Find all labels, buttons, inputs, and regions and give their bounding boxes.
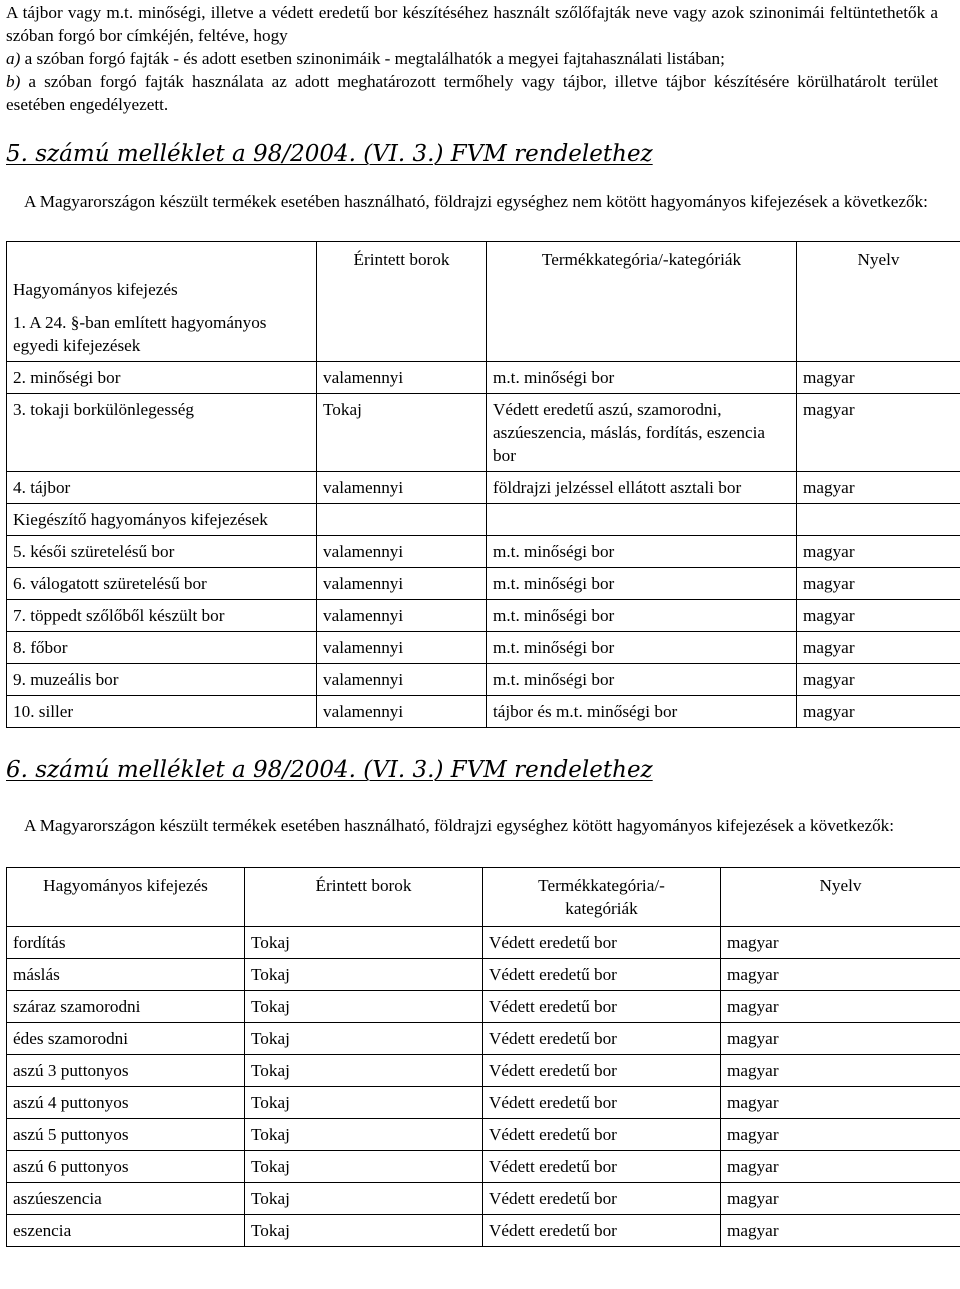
category-cell: m.t. minőségi bor (487, 632, 797, 664)
item-b-label: b) (6, 72, 21, 91)
table-row (7, 664, 960, 696)
annex5-header-lang: Nyelv (797, 242, 960, 362)
table-row (7, 568, 960, 600)
table-row (7, 696, 960, 728)
table-row (7, 600, 960, 632)
document-page (6, 0, 938, 1247)
lang-cell: magyar (797, 362, 960, 394)
term-cell: 2. minőségi bor (7, 362, 317, 394)
category-cell: Védett eredetű bor (483, 1087, 721, 1119)
annex5-section-label: Kiegészítő hagyományos kifejezések (7, 504, 317, 536)
wine-cell: Tokaj (317, 394, 487, 472)
wine-cell: valamennyi (317, 632, 487, 664)
annex6-header-term: Hagyományos kifejezés (7, 868, 245, 927)
category-cell: m.t. minőségi bor (487, 664, 797, 696)
term-cell: máslás (7, 959, 245, 991)
wine-cell: valamennyi (317, 600, 487, 632)
table-row (7, 1055, 960, 1087)
annex5-header-wine: Érintett borok (317, 242, 487, 362)
category-cell: Védett eredetű bor (483, 1215, 721, 1247)
term-cell: 10. siller (7, 696, 317, 728)
table-row (7, 362, 960, 394)
category-cell: Védett eredetű aszú, szamorodni, aszúeszencia, máslás, fordítás, eszencia bor (487, 394, 797, 472)
term-cell: 8. főbor (7, 632, 317, 664)
lang-cell: magyar (721, 1055, 960, 1087)
category-cell: Védett eredetű bor (483, 1055, 721, 1087)
wine-cell: Tokaj (245, 1215, 483, 1247)
lang-cell: magyar (721, 1151, 960, 1183)
term-cell: 3. tokaji borkülönlegesség (7, 394, 317, 472)
table-row (7, 394, 960, 472)
lang-cell: magyar (797, 568, 960, 600)
lang-cell: magyar (797, 394, 960, 472)
term-cell: aszúeszencia (7, 1183, 245, 1215)
table-row (7, 1087, 960, 1119)
annex6-paragraph: A Magyarországon készült termékek esetében használható, földrajzi egységhez kötött hagyományos kifejezések a következők: (24, 816, 895, 835)
annex5-header-category: Termékkategória/-kategóriák (487, 242, 797, 362)
intro-item-a (6, 47, 938, 70)
wine-cell: valamennyi (317, 568, 487, 600)
table-row (7, 1215, 960, 1247)
category-cell: m.t. minőségi bor (487, 362, 797, 394)
category-cell: m.t. minőségi bor (487, 536, 797, 568)
item-b-text: a szóban forgó fajták használata az adott meghatározott termőhely vagy tájbor, illetve tájbor készítésére körülhatárolt terület esetében engedélyezett. (6, 72, 939, 114)
annex6-title: 6. számú melléklet a 98/2004. (VI. 3.) FVM rendelethez (6, 757, 653, 783)
annex5-title: 5. számú melléklet a 98/2004. (VI. 3.) FVM rendelethez (6, 141, 653, 167)
category-cell: Védett eredetű bor (483, 1023, 721, 1055)
wine-cell: Tokaj (245, 1055, 483, 1087)
category-cell: Védett eredetű bor (483, 1183, 721, 1215)
lang-cell: magyar (721, 1183, 960, 1215)
annex5-rows-a (7, 362, 960, 504)
wine-cell: valamennyi (317, 664, 487, 696)
annex5-row1-label: 1. A 24. §-ban említett hagyományos egyedi kifejezések (13, 313, 267, 355)
term-cell: édes szamorodni (7, 1023, 245, 1055)
table-row (7, 632, 960, 664)
wine-cell: Tokaj (245, 959, 483, 991)
table-row (7, 1119, 960, 1151)
term-cell: eszencia (7, 1215, 245, 1247)
term-cell: aszú 3 puttonyos (7, 1055, 245, 1087)
annex6-header-category: Termékkategória/-kategóriák (483, 868, 721, 927)
item-a-text: a szóban forgó fajták - és adott esetben szinonimáik - megtalálhatók a megyei fajtahasználati listában; (24, 49, 725, 68)
annex5-paragraph: A Magyarországon készült termékek esetében használható, földrajzi egységhez nem kötött hagyományos kifejezések a következők: (24, 192, 928, 211)
table-row (7, 991, 960, 1023)
category-cell: Védett eredetű bor (483, 1119, 721, 1151)
item-a-label: a) (6, 49, 21, 68)
lang-cell: magyar (721, 991, 960, 1023)
annex6-header-row (7, 868, 960, 927)
table-row (7, 927, 960, 959)
category-cell: Védett eredetű bor (483, 959, 721, 991)
table-row (7, 1183, 960, 1215)
lang-cell: magyar (797, 664, 960, 696)
annex6-header-lang: Nyelv (721, 868, 960, 927)
intro-paragraph: A tájbor vagy m.t. minőségi, illetve a védett eredetű bor készítéséhez használt szőlőfajták neve vagy azok szinonimái feltüntethetők a szóban forgó bor címkéjén, feltéve, hogy (6, 3, 938, 45)
lang-cell: magyar (721, 1215, 960, 1247)
lang-cell: magyar (797, 632, 960, 664)
term-cell: 9. muzeális bor (7, 664, 317, 696)
term-cell: 7. töppedt szőlőből készült bor (7, 600, 317, 632)
annex5-header-row (7, 242, 960, 362)
annex5-first-cell (7, 242, 317, 362)
annex6-table (6, 867, 960, 1247)
category-cell: m.t. minőségi bor (487, 600, 797, 632)
wine-cell: valamennyi (317, 536, 487, 568)
lang-cell: magyar (721, 959, 960, 991)
category-cell: m.t. minőségi bor (487, 568, 797, 600)
wine-cell: valamennyi (317, 362, 487, 394)
annex6-rows (7, 927, 960, 1247)
annex5-table (6, 241, 960, 728)
wine-cell: Tokaj (245, 1119, 483, 1151)
wine-cell: Tokaj (245, 1183, 483, 1215)
lang-cell: magyar (721, 1023, 960, 1055)
annex5-section-row (7, 504, 960, 536)
term-cell: 6. válogatott szüretelésű bor (7, 568, 317, 600)
category-cell: tájbor és m.t. minőségi bor (487, 696, 797, 728)
term-cell: aszú 4 puttonyos (7, 1087, 245, 1119)
wine-cell: Tokaj (245, 1023, 483, 1055)
category-cell: Védett eredetű bor (483, 991, 721, 1023)
term-cell: aszú 5 puttonyos (7, 1119, 245, 1151)
lang-cell: magyar (721, 1087, 960, 1119)
table-row (7, 1151, 960, 1183)
term-cell: 5. késői szüretelésű bor (7, 536, 317, 568)
term-cell: száraz szamorodni (7, 991, 245, 1023)
category-cell: Védett eredetű bor (483, 927, 721, 959)
annex5-header-term: Hagyományos kifejezés (13, 280, 178, 299)
wine-cell: Tokaj (245, 927, 483, 959)
wine-cell: Tokaj (245, 991, 483, 1023)
lang-cell: magyar (797, 696, 960, 728)
term-cell: aszú 6 puttonyos (7, 1151, 245, 1183)
table-row (7, 536, 960, 568)
lang-cell: magyar (721, 927, 960, 959)
annex5-rows-b (7, 536, 960, 728)
table-row (7, 472, 960, 504)
category-cell: földrajzi jelzéssel ellátott asztali bor (487, 472, 797, 504)
lang-cell: magyar (721, 1119, 960, 1151)
table-row (7, 959, 960, 991)
lang-cell: magyar (797, 600, 960, 632)
table-row (7, 1023, 960, 1055)
intro-item-b (6, 70, 938, 116)
wine-cell: valamennyi (317, 696, 487, 728)
annex6-header-wine: Érintett borok (245, 868, 483, 927)
lang-cell: magyar (797, 536, 960, 568)
lang-cell: magyar (797, 472, 960, 504)
wine-cell: Tokaj (245, 1087, 483, 1119)
wine-cell: Tokaj (245, 1151, 483, 1183)
intro-section (6, 0, 938, 116)
term-cell: 4. tájbor (7, 472, 317, 504)
category-cell: Védett eredetű bor (483, 1151, 721, 1183)
wine-cell: valamennyi (317, 472, 487, 504)
term-cell: fordítás (7, 927, 245, 959)
